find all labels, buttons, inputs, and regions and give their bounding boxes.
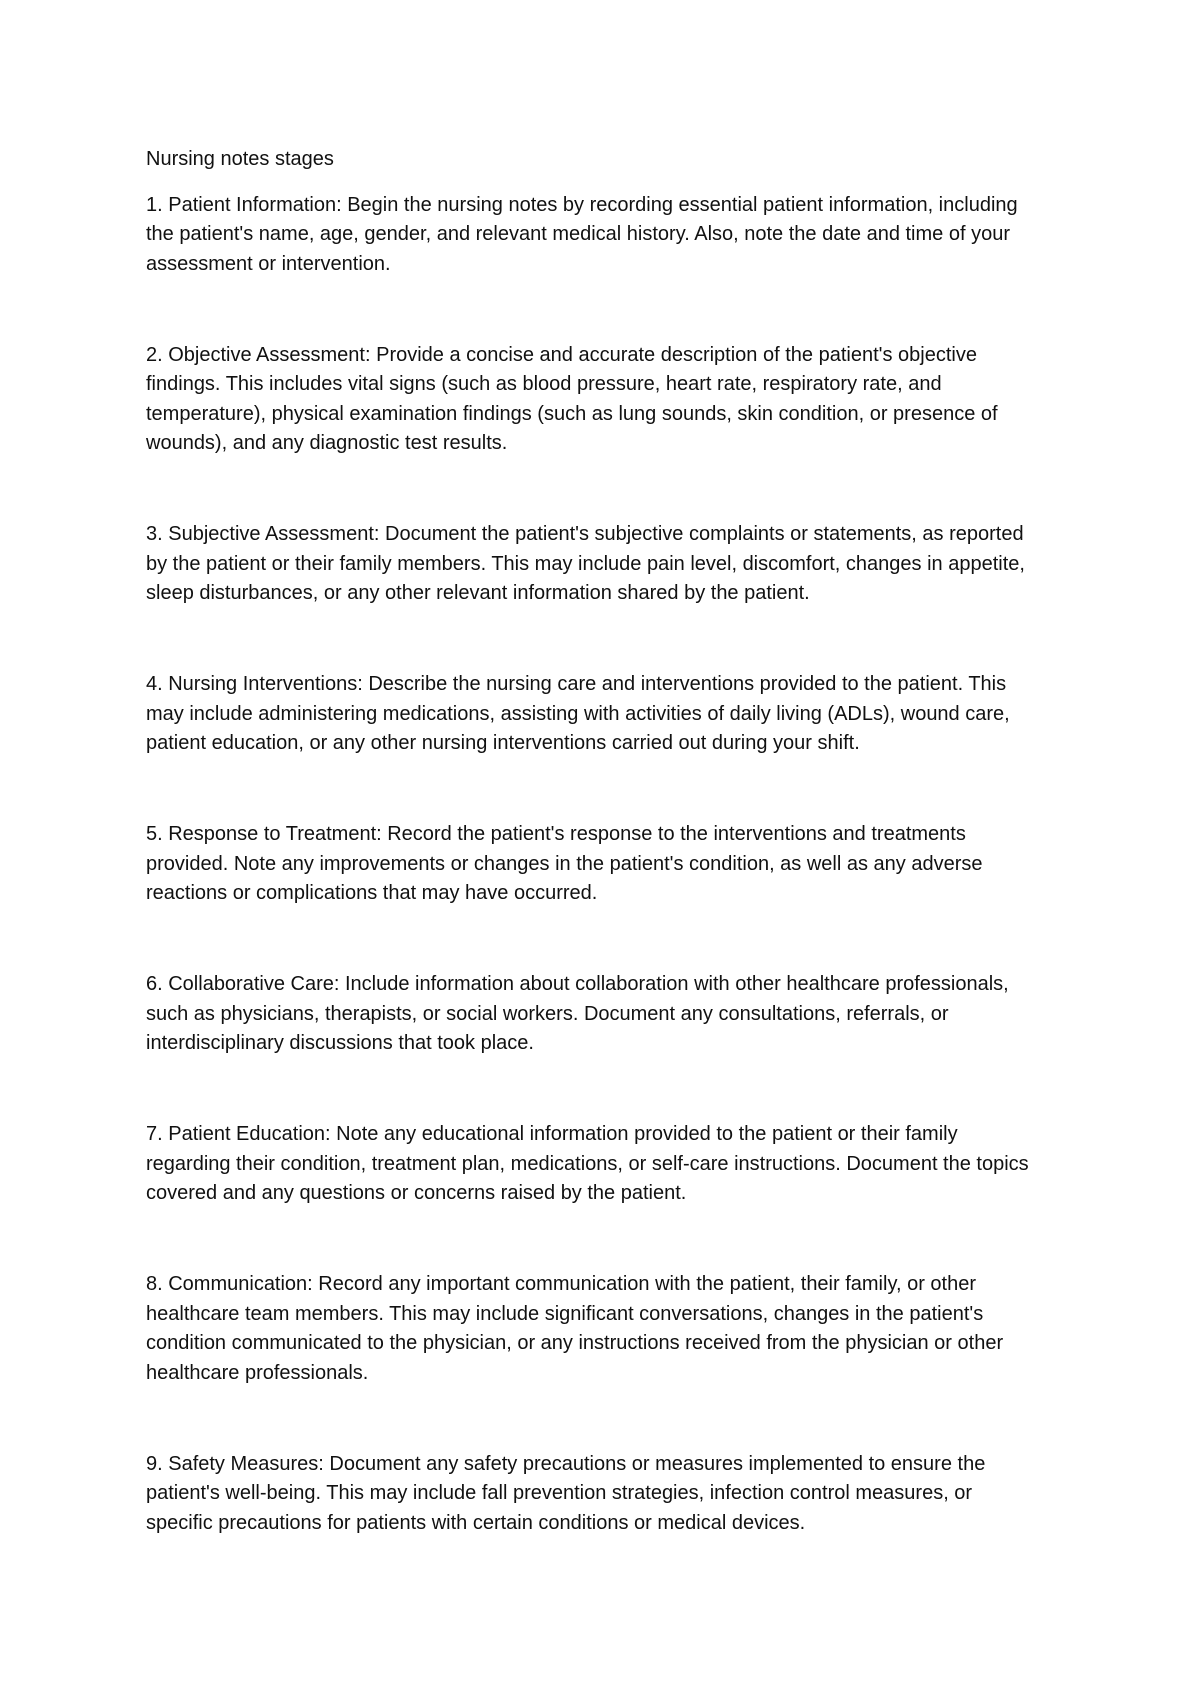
text-line: 3. Subjective Assessment: Document the patient's subjective complaints or statements, as reported bbox=[146, 523, 1024, 545]
text-line: 5. Response to Treatment: Record the patient's response to the interventions and treatments bbox=[146, 823, 966, 845]
section-subjective-assessment bbox=[146, 520, 1029, 609]
text-line: 2. Objective Assessment: Provide a concise and accurate description of the patient's objective bbox=[146, 343, 977, 366]
text-line: 1. Patient Information: Begin the nursing notes by recording essential patient information, including bbox=[146, 193, 1018, 216]
text-line: may include administering medications, assisting with activities of daily living (ADLs), wound care, bbox=[146, 702, 1010, 725]
section-safety-measures bbox=[146, 1450, 1029, 1539]
text-line: regarding their condition, treatment plan, medications, or self-care instructions. Document the topics bbox=[146, 1152, 1029, 1175]
text-line: 4. Nursing Interventions: Describe the nursing care and interventions provided to the patient. This bbox=[146, 673, 1007, 695]
text-line: temperature), physical examination findings (such as lung sounds, skin condition, or presence of bbox=[146, 402, 998, 425]
text-line: the patient's name, age, gender, and relevant medical history. Also, note the date and time of your bbox=[146, 223, 1010, 245]
text-line: healthcare team members. This may include significant conversations, changes in the patient's bbox=[146, 1302, 984, 1325]
text-line: specific precautions for patients with certain conditions or medical devices. bbox=[146, 1511, 806, 1534]
text-line: 9. Safety Measures: Document any safety precautions or measures implemented to ensure the bbox=[146, 1452, 986, 1475]
text-line: such as physicians, therapists, or social workers. Document any consultations, referrals, or bbox=[146, 1002, 949, 1025]
text-line: healthcare professionals. bbox=[146, 1361, 369, 1384]
text-line: findings. This includes vital signs (such as blood pressure, heart rate, respiratory rate, and bbox=[146, 373, 942, 395]
text-line: 6. Collaborative Care: Include information about collaboration with other healthcare professionals, bbox=[146, 973, 1009, 995]
text-line: provided. Note any improvements or changes in the patient's condition, as well as any adverse bbox=[146, 852, 983, 875]
text-line: patient's well-being. This may include fall prevention strategies, infection control measures, or bbox=[146, 1482, 973, 1504]
text-line: covered and any questions or concerns raised by the patient. bbox=[146, 1182, 687, 1204]
text-line: reactions or complications that may have occurred. bbox=[146, 882, 598, 904]
section-nursing-interventions bbox=[146, 670, 1029, 759]
document-body bbox=[146, 145, 1029, 1600]
section-objective-assessment bbox=[146, 341, 1029, 459]
text-line: 7. Patient Education: Note any educational information provided to the patient or their family bbox=[146, 1123, 958, 1145]
section-patient-information bbox=[146, 191, 1029, 280]
text-line: patient education, or any other nursing interventions carried out during your shift. bbox=[146, 732, 860, 754]
text-line: condition communicated to the physician, or any instructions received from the physician or other bbox=[146, 1332, 1004, 1354]
text-line: sleep disturbances, or any other relevant information shared by the patient. bbox=[146, 582, 810, 604]
text-line: 8. Communication: Record any important communication with the patient, their family, or other bbox=[146, 1273, 976, 1295]
section-patient-education bbox=[146, 1120, 1029, 1209]
text-line: by the patient or their family members. This may include pain level, discomfort, changes in appetite, bbox=[146, 552, 1025, 575]
text-line: interdisciplinary discussions that took place. bbox=[146, 1032, 534, 1054]
section-communication bbox=[146, 1270, 1029, 1388]
section-collaborative-care bbox=[146, 970, 1029, 1059]
text-line: assessment or intervention. bbox=[146, 252, 391, 275]
text-line: wounds), and any diagnostic test results. bbox=[146, 432, 508, 454]
page-title: Nursing notes stages bbox=[146, 148, 334, 170]
section-response-to-treatment bbox=[146, 820, 1029, 909]
